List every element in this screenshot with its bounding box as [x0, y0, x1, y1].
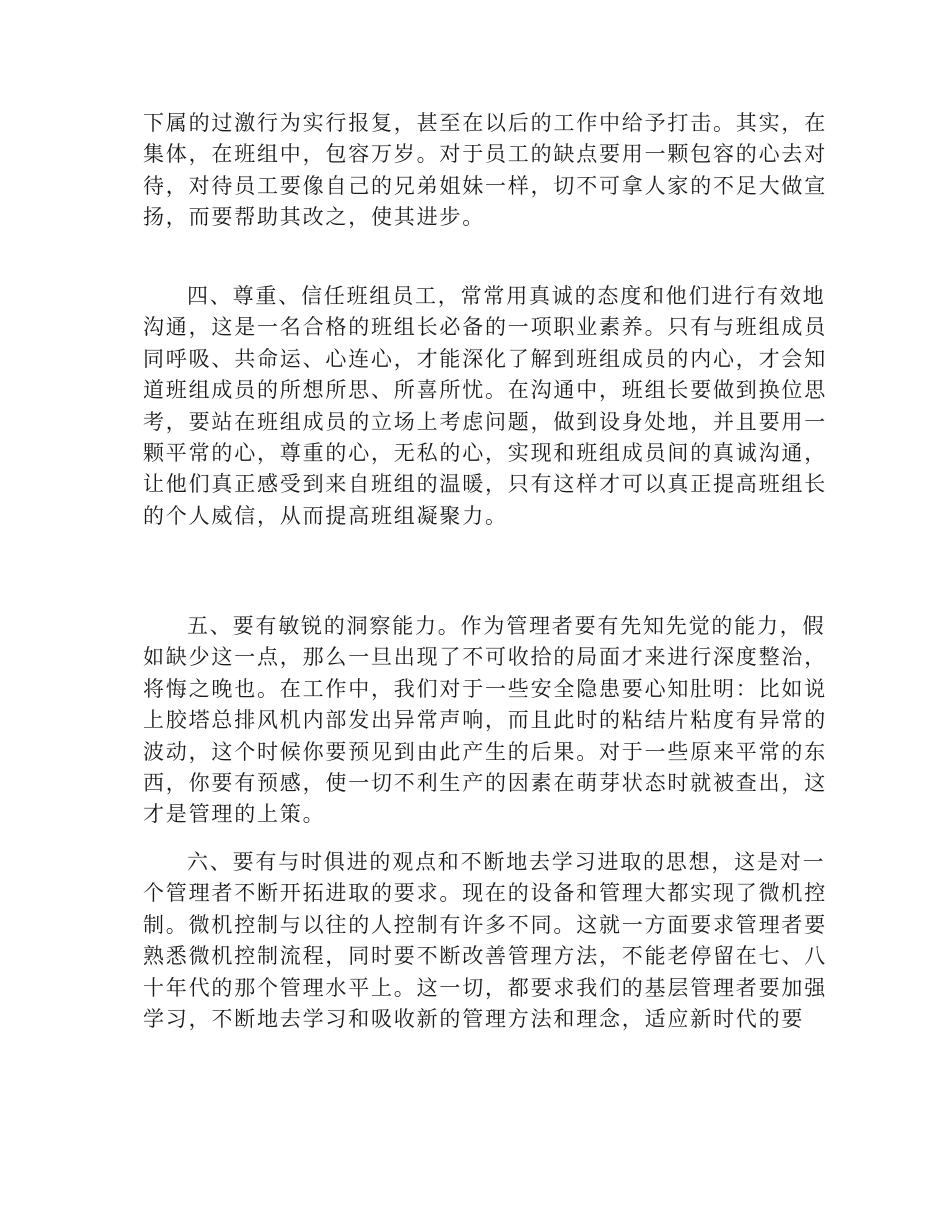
- text-line: 的个人威信，从而提高班组凝聚力。: [143, 503, 508, 528]
- text-line: 考，要站在班组成员的立场上考虑问题，做到设身处地，并且要用一: [143, 409, 827, 434]
- text-line: 十年代的那个管理水平上。这一切，都要求我们的基层管理者要加强: [143, 975, 827, 1000]
- text-line: 集体，在班组中，包容万岁。对于员工的缺点要用一颗包容的心去对: [143, 142, 827, 167]
- text-line: 将悔之晚也。在工作中，我们对于一些安全隐患要心知肚明：比如说: [143, 676, 827, 701]
- text-line: 上胶塔总排风机内部发出异常声响，而且此时的粘结片粘度有异常的: [143, 708, 827, 733]
- text-line: 西，你要有预感，使一切不利生产的因素在萌芽状态时就被查出，这: [143, 770, 827, 795]
- text-line: 颗平常的心，尊重的心，无私的心，实现和班组成员间的真诚沟通，: [143, 440, 827, 465]
- text-line: 五、要有敏锐的洞察能力。作为管理者要有先知先觉的能力，假: [187, 614, 826, 638]
- text-line: 让他们真正感受到来自班组的温暖，只有这样才可以真正提高班组长: [143, 472, 827, 497]
- paragraph-section-five: [143, 611, 827, 831]
- text-line: 学习，不断地去学习和吸收新的管理方法和理念，适应新时代的要: [143, 1006, 805, 1031]
- text-line: 同呼吸、共命运、心连心，才能深化了解到班组成员的内心，才会知: [143, 346, 827, 371]
- text-line: 待，对待员工要像自己的兄弟姐妹一样，切不可拿人家的不足大做宣: [143, 173, 827, 198]
- paragraph-section-four: [143, 281, 827, 532]
- text-line: 四、尊重、信任班组员工，常常用真诚的态度和他们进行有效地: [187, 284, 826, 308]
- paragraph-continuation: [143, 108, 827, 234]
- text-line: 扬，而要帮助其改之，使其进步。: [143, 205, 485, 230]
- text-line: 下属的过激行为实行报复，甚至在以后的工作中给予打击。其实，在: [143, 111, 827, 135]
- text-line: 才是管理的上策。: [143, 802, 326, 827]
- text-line: 波动，这个时候你要预见到由此产生的后果。对于一些原来平常的东: [143, 739, 827, 764]
- text-line: 熟悉微机控制流程，同时要不断改善管理方法，不能老停留在七、八: [143, 944, 827, 969]
- text-line: 沟通，这是一名合格的班组长必备的一项职业素养。只有与班组成员: [143, 315, 827, 340]
- text-line: 六、要有与时俱进的观点和不断地去学习进取的思想，这是对一: [187, 850, 826, 874]
- text-line: 如缺少这一点，那么一旦出现了不可收拾的局面才来进行深度整治，: [143, 645, 827, 670]
- paragraph-section-six: [143, 847, 827, 1035]
- text-line: 制。微机控制与以往的人控制有许多不同。这就一方面要求管理者要: [143, 912, 827, 937]
- text-line: 个管理者不断开拓进取的要求。现在的设备和管理大都实现了微机控: [143, 881, 827, 906]
- text-line: 道班组成员的所想所思、所喜所忧。在沟通中，班组长要做到换位思: [143, 378, 827, 403]
